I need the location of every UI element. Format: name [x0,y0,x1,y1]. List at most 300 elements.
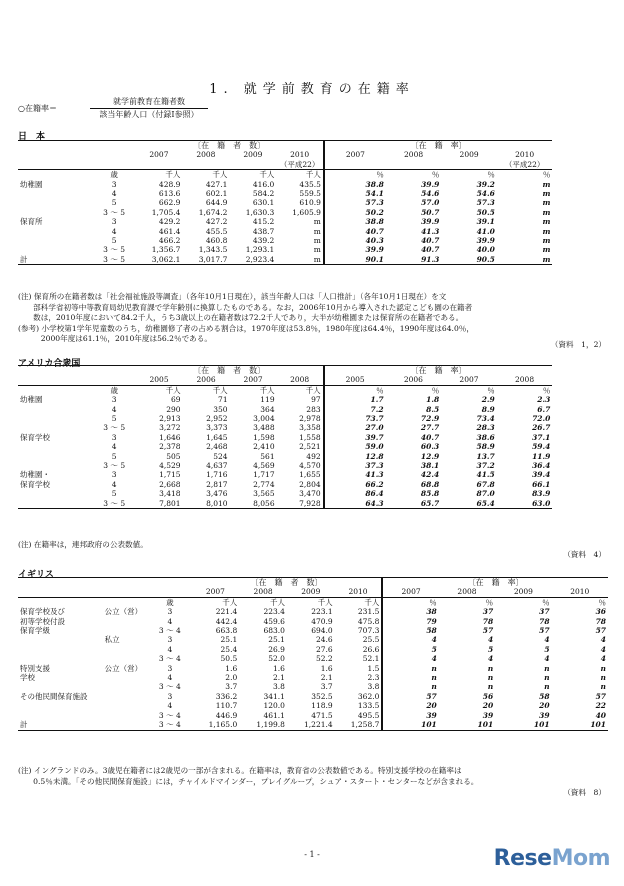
uk-rate-cell: 101 [495,720,551,730]
usa-rate-cell: 28.3 [476,423,495,433]
japan-unit-label: 千人 [259,170,275,180]
japan-row-category: 保育所 [20,217,43,227]
uk-group-rate: 〔在 籍 率〕 [382,578,608,588]
usa-count-cell: 290 [166,404,181,414]
japan-count-cell: 1,293.1 [245,245,275,255]
uk-count-cell: 1,165.0 [192,720,240,730]
usa-rate-cell: 41.3 [324,470,386,479]
japan-unit-label: ％ [324,170,386,180]
usa-count-cell: 1,598 [253,432,275,442]
uk-rate-cell: 57 [595,626,606,636]
uk-count-cell: 2.0 [225,673,238,683]
uk-unit-label: 千人 [364,597,380,607]
usa-table-row [18,395,608,404]
usa-count-cell: 2,913 [159,414,181,424]
usa-group-row [18,366,608,376]
japan-blank [229,160,276,170]
uk-rate-cell: n [382,673,438,682]
usa-row-category [18,405,93,414]
uk-rate-cell: 4 [544,654,550,664]
uk-count-cell: 26.6 [362,644,380,654]
usa-count-cell: 4,570 [299,461,321,471]
logo-part1: Rese [493,846,552,871]
usa-rate-cell: 41.5 [476,470,495,480]
japan-rate-cell: 39.9 [476,236,495,246]
japan-heading: 日 本 [18,132,46,142]
usa-row-category [18,489,93,498]
uk-table-row [18,664,608,673]
usa-blank [18,366,136,376]
usa-rate-cell: 12.9 [420,451,440,461]
japan-unit-label: ％ [542,170,551,180]
japan-rate-cell: 90.1 [324,255,386,265]
japan-rate-cell: 40.3 [324,236,386,245]
japan-count-cell: 3,017.7 [182,255,229,265]
japan-count-cell: 3,062.1 [135,255,182,265]
usa-row-category [18,452,93,461]
uk-rate-cell: n [544,682,550,692]
usa-rate-cell: 67.8 [476,479,495,489]
usa-count-cell: 8,010 [183,499,230,509]
usa-count-cell: 71 [218,395,228,405]
usa-rate-cell: 13.7 [476,451,495,461]
uk-blank [18,597,103,607]
uk-row-age: 3 ～ 4 [158,654,181,664]
uk-count-cell: 495.5 [357,710,380,720]
japan-count-cell: 613.6 [158,189,181,199]
usa-table-row [18,461,608,470]
japan-unit-label: 千人 [165,170,181,180]
usa-row-category: 保育学校 [20,479,50,489]
uk-year-header: 2008 [239,587,287,597]
usa-row-age: 3 ～ 5 [103,423,126,433]
japan-note-line: (注) 保育所の在籍者数は「社会福祉施設等調査」（各年10月1日現在），該当年齢人口は「人口推計」（各年10月1日現在）を文 [18,292,447,301]
japan-row-age: 3 ～ 5 [103,207,125,217]
usa-rate-cell: 37.1 [532,432,551,442]
usa-count-cell: 3,476 [206,489,228,499]
usa-rate-cell: 38.6 [476,432,495,442]
uk-count-cell: 133.5 [357,701,380,711]
uk-row-category [18,682,103,691]
uk-table [18,577,608,731]
usa-source: （資料 4） [563,550,606,559]
uk-rate-cell: 5 [487,644,494,654]
formula-label: ○在籍率＝ [18,104,57,113]
usa-count-cell: 2,410 [253,442,275,452]
uk-unit-label: 千人 [269,597,285,607]
uk-rate-cell: n [600,663,606,673]
uk-year-header: 2010 [335,587,383,597]
japan-blank [386,160,442,170]
japan-count-cell: 460.8 [205,236,228,246]
uk-row-age: 4 [167,673,173,683]
uk-year-header: 2008 [439,587,495,597]
usa-unit-label: 歳 [110,385,118,395]
usa-blank [18,385,93,395]
usa-rate-cell: 40.7 [420,432,440,442]
usa-count-cell: 1,646 [159,432,181,442]
usa-row-age: 3 ～ 5 [103,461,126,471]
usa-row-age: 3 [111,395,117,405]
uk-rate-cell: 36 [595,607,606,617]
uk-rate-cell: 37 [539,607,550,617]
uk-note-line: 0.5％未満。「その他民間保育施設」には，チャイルドマインダー，プレイグループ，シュア・スタート・センターなどが含まれる。 [18,776,479,786]
japan-count-cell: 427.2 [205,217,228,227]
uk-row-category [18,645,103,654]
japan-row-category [18,208,93,217]
uk-unit-label: ％ [598,597,606,607]
usa-unit-label: ％ [324,385,386,395]
usa-count-cell: 505 [166,451,181,461]
usa-count-cell: 3,488 [253,423,275,433]
uk-count-cell: 231.5 [357,607,380,617]
usa-count-cell: 119 [260,395,275,405]
usa-year-header: 2006 [183,375,230,385]
japan-group-count: 〔在 籍 者 数〕 [135,141,323,151]
uk-count-cell: 459.6 [263,616,285,626]
japan-count-cell: 662.9 [158,198,181,208]
japan-rate-cell: 40.7 [421,245,440,255]
japan-count-cell: 602.1 [205,189,228,199]
uk-count-cell: 1.6 [320,663,333,673]
usa-row-category: 幼稚園 [20,395,43,405]
usa-count-cell: 7,801 [136,499,183,509]
uk-year-header: 2009 [287,587,335,597]
uk-rate-cell: 38 [382,607,438,616]
japan-table-row [18,255,608,265]
uk-rate-cell: 4 [382,635,438,644]
uk-notes [18,766,478,787]
usa-count-cell: 3,272 [159,423,181,433]
usa-count-cell: 4,529 [159,461,181,471]
uk-row-subcategory [103,673,149,682]
japan-count-cell: 584.2 [252,189,275,199]
uk-rate-cell: 78 [595,616,606,626]
japan-rate-cell: 39.2 [476,179,495,189]
japan-blank [324,160,386,170]
usa-table-row [18,470,608,479]
usa-rate-cell: 66.1 [532,479,551,489]
usa-rate-cell: 66.2 [324,480,386,489]
usa-rate-cell: 6.7 [537,404,551,414]
uk-rate-cell: 39 [539,710,550,720]
uk-table-row [18,617,608,626]
uk-row-age: 3 ～ 4 [148,720,191,730]
japan-row-age: 3 [111,217,117,227]
usa-table-row [18,423,608,432]
japan-rate-cell: 50.7 [421,207,440,217]
japan-row-category: 幼稚園 [20,179,43,189]
uk-table-row [18,673,608,682]
japan-rate-cell: m [542,217,551,227]
japan-count-cell: m [313,217,321,227]
japan-row-category: 計 [18,255,93,265]
uk-rate-cell: n [487,682,494,692]
uk-rate-cell: n [487,663,494,673]
uk-table-row [18,701,608,710]
usa-count-cell: 1,655 [299,470,321,480]
japan-year-header: 2007 [149,150,169,160]
usa-rate-cell: 27.7 [420,423,440,433]
uk-count-cell: 223.4 [263,607,285,617]
usa-rate-cell: 87.0 [476,489,495,499]
usa-row-category [18,423,93,432]
japan-count-cell: 438.7 [252,226,275,236]
usa-count-cell: 1,716 [206,470,228,480]
uk-count-cell: 3.8 [273,682,285,692]
japan-count-cell: m [313,236,321,246]
uk-count-cell: 24.6 [315,635,333,645]
japan-row-age: 3 [111,179,117,189]
uk-blank [18,587,192,597]
uk-count-cell: 1,258.7 [335,720,383,730]
japan-blank [18,150,135,159]
japan-note-line: 2000年度は61.1％，2010年度は56.2％である。 [18,334,212,343]
uk-rate-cell: 4 [544,635,550,645]
japan-blank [182,160,229,170]
uk-count-cell: 461.1 [263,710,285,720]
uk-count-cell: 52.1 [362,654,380,664]
uk-count-cell: 3.8 [367,682,380,692]
usa-rate-cell: 27.0 [324,423,386,432]
japan-rate-cell: 54.6 [476,189,495,199]
uk-source: （資料 8） [563,788,606,797]
uk-row-age: 3 ～ 4 [158,710,181,720]
uk-rate-cell: 20 [482,701,494,711]
uk-rate-cell: 40 [595,710,606,720]
uk-rate-cell: 101 [552,720,608,730]
japan-count-cell: 439.2 [252,236,275,246]
japan-rate-cell: 57.3 [324,198,386,207]
usa-count-cell: 7,928 [277,499,324,509]
uk-rate-cell: 4 [600,635,606,645]
uk-count-cell: 446.9 [215,710,238,720]
usa-rate-cell: 11.9 [532,451,551,461]
uk-row-category [18,654,103,663]
uk-count-cell: 52.2 [315,654,333,664]
uk-count-cell: 475.8 [357,616,380,626]
usa-unit-label: ％ [431,385,440,395]
japan-year-header: 2008 [196,150,216,160]
uk-unit-label: 歳 [166,597,174,607]
japan-rate-cell: 39.9 [421,217,440,227]
usa-row-category [18,499,93,509]
japan-rate-cell: m [542,179,551,189]
usa-group-rate: 〔在 籍 率〕 [324,366,553,376]
usa-rate-cell: 12.8 [324,452,386,461]
japan-year-note-row [18,160,608,170]
uk-rate-cell: 20 [382,701,438,710]
usa-rate-cell: 38.1 [420,461,440,471]
usa-count-cell: 3,373 [206,423,228,433]
usa-row-age: 4 [111,479,117,489]
japan-count-cell: 559.5 [299,189,321,199]
uk-count-cell: 26.9 [268,644,285,654]
uk-blank [18,578,192,588]
usa-table [18,365,608,509]
usa-notes [18,540,148,551]
uk-count-cell: 1.6 [273,663,285,673]
japan-rate-cell: 54.6 [421,189,440,199]
usa-count-cell: 3,470 [299,489,321,499]
japan-note-line: 部科学省初等中等教育局幼児教育課で学年齢別に換算したものである。なお，2006年10月から導入された認定こども園の在籍者 [18,302,473,312]
usa-rate-cell: 1.7 [324,395,386,404]
usa-heading: アメリカ合衆国 [18,359,81,369]
japan-row-category [18,189,93,198]
uk-count-cell: 2.1 [273,673,285,683]
uk-row-subcategory: 私立 [104,635,120,645]
japan-table-row [18,208,608,217]
japan-count-cell: 1,343.5 [198,245,228,255]
uk-row-age: 3 [167,663,173,673]
uk-row-age: 3 ～ 4 [158,682,181,692]
uk-count-cell: 2.3 [367,673,380,683]
uk-rate-cell: 79 [382,617,438,626]
usa-rate-cell: 72.0 [532,414,551,424]
japan-count-cell: 466.2 [158,236,181,246]
usa-rate-cell: 36.4 [532,461,551,471]
japan-unit-label: 千人 [212,170,228,180]
uk-row-subcategory [103,682,149,691]
usa-row-age: 5 [111,451,117,461]
uk-rate-cell: 4 [382,654,438,663]
uk-rate-cell: 57 [595,691,606,701]
japan-count-cell: 630.1 [252,198,275,208]
usa-count-cell: 524 [213,451,228,461]
uk-table-row [18,692,608,701]
japan-rate-cell: m [542,236,551,246]
uk-group-count: 〔在 籍 者 数〕 [192,578,383,588]
japan-row-age: 5 [111,236,117,246]
usa-count-cell: 350 [213,404,228,414]
uk-rate-cell: n [382,682,438,691]
japan-rate-cell: 50.2 [324,208,386,217]
uk-rate-cell: 101 [382,720,438,730]
usa-table-row [18,499,608,509]
usa-row-category: 保育学校 [20,432,50,442]
uk-count-cell: 336.2 [215,691,238,701]
usa-count-cell: 8,056 [230,499,277,509]
japan-rate-cell: 57.0 [421,198,440,208]
japan-year-header: 2009 [243,150,263,160]
japan-count-cell: 429.2 [158,217,181,227]
usa-unit-row [18,385,608,395]
japan-year-header: 2009 [459,150,479,160]
japan-table-row [18,236,608,245]
uk-rate-cell: 57 [382,692,438,701]
japan-table-row [18,227,608,236]
japan-rate-cell: 39.1 [476,217,495,227]
usa-count-cell: 1,715 [159,470,181,480]
uk-rate-cell: 5 [382,645,438,654]
uk-count-cell: 341.1 [263,691,285,701]
japan-year-note: （平成22） [276,160,324,170]
uk-unit-label: ％ [485,597,494,607]
usa-count-cell: 2,378 [159,442,181,452]
uk-row-category [18,635,103,644]
uk-count-cell: 2.1 [320,673,333,683]
uk-rate-cell: n [544,673,550,683]
uk-row-age: 4 [167,701,173,711]
uk-rate-cell: 57 [482,626,494,636]
usa-rate-cell: 65.7 [386,499,442,509]
uk-row-subcategory [103,720,149,730]
japan-rate-cell: 40.7 [421,236,440,246]
uk-year-header: 2007 [382,587,438,597]
uk-row-category: 初等学校付設 [20,616,65,626]
japan-blank [18,160,135,170]
formula-fraction [90,96,208,120]
usa-rate-cell: 2.3 [537,395,551,405]
japan-count-cell: 461.4 [158,226,181,236]
usa-count-cell: 3,004 [253,414,275,424]
japan-rate-cell: m [542,207,551,217]
usa-rate-cell: 39.4 [532,470,551,480]
uk-row-age: 4 [167,616,173,626]
japan-row-age: 3 ～ 5 [103,245,125,255]
japan-blank [18,170,93,180]
uk-rate-cell: n [600,673,606,683]
usa-row-age: 3 [111,470,117,480]
usa-year-header: 2008 [277,375,324,385]
uk-count-cell: 362.0 [357,691,380,701]
uk-unit-label: 千人 [317,597,333,607]
japan-year-header: 2010 [290,150,310,160]
japan-table-row [18,198,608,207]
usa-blank [18,375,136,385]
uk-row-age: 3 [167,691,173,701]
usa-rate-cell: 73.7 [324,414,386,423]
page-number: - 1 - [304,850,320,859]
uk-table-row [18,607,608,616]
uk-years-row [18,587,608,597]
usa-year-header: 2007 [230,375,277,385]
uk-rate-cell: 4 [600,644,606,654]
uk-row-subcategory [103,645,149,654]
usa-row-age: 5 [111,489,117,499]
usa-year-header: 2005 [136,375,183,385]
uk-count-cell: 352.5 [311,691,333,701]
uk-table-row [18,720,608,730]
japan-rate-cell: m [542,245,551,255]
japan-note-line: (参考) 小学校第1学年児童数のうち，幼稚園修了者の占める割合は，1970年度は53.8％，1980年度は64.4％，1990年度は64.0％， [18,323,474,333]
japan-year-header: 2007 [324,150,386,159]
usa-row-age: 4 [111,404,117,414]
japan-rate-cell: 50.5 [476,207,495,217]
uk-count-cell: 50.5 [220,654,238,664]
uk-row-age: 4 [167,644,173,654]
japan-unit-label: ％ [431,170,440,180]
uk-table-row [18,635,608,644]
formula-numerator: 就学前教育在籍者数 [90,96,208,109]
usa-note-line: (注) 在籍率は，連邦政府の公表数値。 [18,540,148,549]
japan-note-line: 数は，2010年度において84.2千人，うち3歳以上の在籍者数は72.2千人であり，大半が幼稚園または保育所の在籍者である。 [18,313,464,322]
uk-group-row [18,578,608,588]
usa-row-age: 4 [111,442,117,452]
uk-rate-cell: 56 [482,691,494,701]
uk-count-cell: 470.9 [311,616,333,626]
usa-count-cell: 2,668 [159,479,181,489]
uk-count-cell: 25.4 [220,644,238,654]
usa-table-row [18,433,608,442]
usa-count-cell: 492 [306,451,321,461]
usa-count-cell: 69 [171,395,181,405]
uk-count-cell: 25.1 [268,635,285,645]
usa-table-row [18,405,608,414]
usa-table-row [18,414,608,423]
usa-rate-cell: 7.2 [324,405,386,414]
japan-notes [18,292,474,345]
